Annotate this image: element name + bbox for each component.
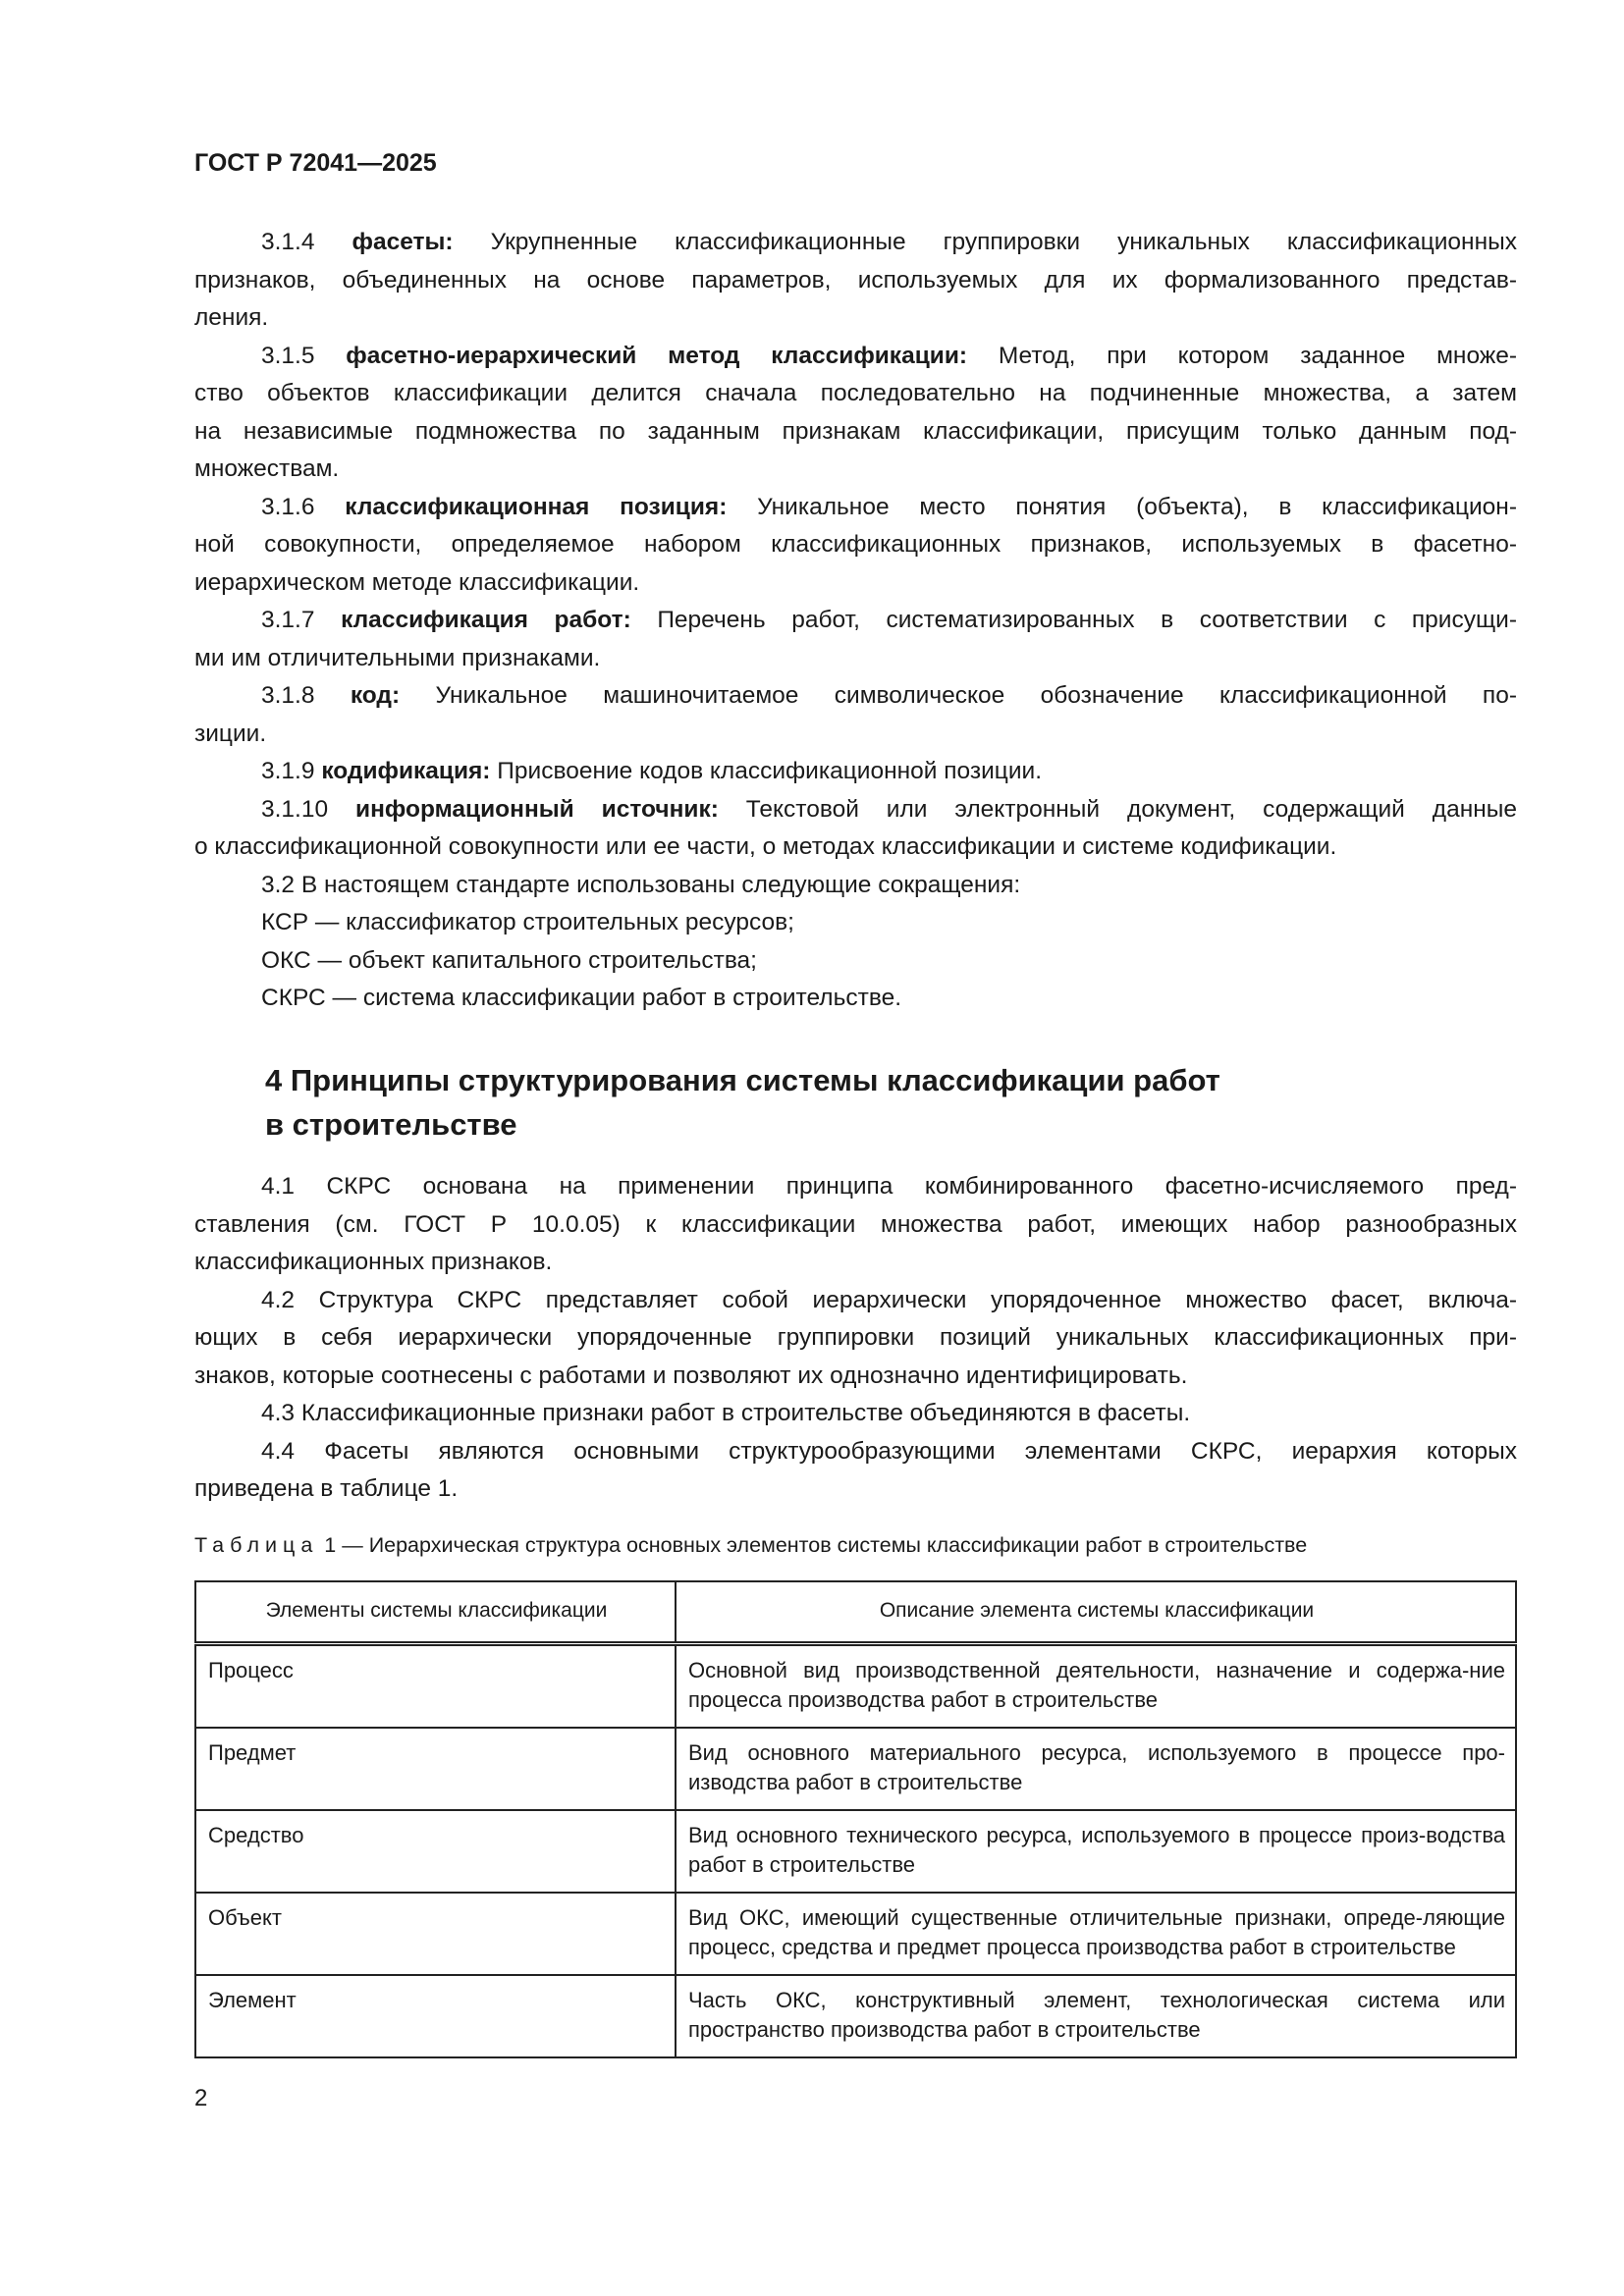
document-header: ГОСТ Р 72041—2025 [194,149,437,177]
element-description: Основной вид производственной деятельности, назначение и содержа-ние процесса производства работ в строительстве [676,1644,1516,1729]
element-name: Объект [195,1893,676,1975]
table-row [195,1810,1516,1893]
term-text: КСР — классификатор строительных ресурсов; [261,909,794,935]
term-text: Уникальное место понятия (объекта), в классификацион- [727,493,1517,520]
paragraph-first-line [194,602,1517,640]
section-3-terms [194,224,1517,1018]
paragraph-first-line [194,867,1517,905]
term-number: 3.1.6 [261,493,346,520]
term-text: 3.2 В настоящем стандарте использованы следующие сокращения: [261,871,1021,898]
section-4-body [194,1168,1517,1509]
paragraph-line: 4.2 Структура СКРС представляет собой иерархически упорядоченное множество фасет, включа- [261,1286,1517,1313]
paragraph-first-line [194,224,1517,262]
paragraph-first-line [194,904,1517,942]
paragraph-first-line [194,980,1517,1018]
paragraph-line: зиции. [194,720,267,747]
paragraph-line: о классификационной совокупности или ее части, о методах классификации и системе кодификации. [194,833,1337,860]
paragraph-line: ления. [194,304,269,331]
paragraph-first-line [194,489,1517,527]
page-number: 2 [194,2085,208,2111]
element-name: Предмет [195,1728,676,1810]
term-name: классификация работ: [341,607,631,633]
term-name: фасетно-иерархический метод классификации: [346,342,968,369]
term-text: Уникальное машиночитаемое символическое обозначение классификационной по- [400,682,1517,709]
hierarchy-table [194,1580,1517,2058]
term-name: код: [350,682,401,709]
term-number: 3.1.5 [261,342,347,369]
term-text: СКРС — система классификации работ в строительстве. [261,985,902,1011]
term-number: 3.1.7 [261,607,342,633]
paragraph-first-line [194,338,1517,376]
paragraph-line: знаков, которые соотнесены с работами и позволяют их однозначно идентифицировать. [194,1362,1188,1389]
term-text: Укрупненные классификационные группировки уникальных классификационных [453,229,1517,255]
table-caption [194,1533,1307,1558]
table-row [195,1728,1516,1810]
column-header: Описание элемента системы классификации [676,1581,1516,1644]
paragraph-line: ной совокупности, определяемое набором классификационных признаков, используемых в фасетно- [194,531,1517,558]
term-number: 3.1.8 [261,682,351,709]
paragraph-line: иерархическом методе классификации. [194,568,640,596]
paragraph-line: приведена в таблице 1. [194,1475,459,1502]
paragraph-line: ставления (см. ГОСТ Р 10.0.05) к классификации множества работ, имеющих набор разнообразных [194,1210,1517,1238]
paragraph-line: ми им отличительными признаками. [194,644,601,671]
term-number: 3.1.10 [261,795,356,823]
term-name: кодификация: [321,758,491,784]
heading-line: 4 Принципы структурирования системы классификации работ [265,1063,1220,1097]
paragraph-line: 4.1 СКРС основана на применении принципа комбинированного фасетно-исчисляемого пред- [261,1173,1517,1200]
section-4-heading [265,1058,1220,1147]
table-row [195,1644,1516,1729]
term-text: Перечень работ, систематизированных в соответствии с присущи- [630,607,1517,633]
element-name: Элемент [195,1975,676,2057]
table-caption-text: 1 — Иерархическая структура основных элементов системы классификации работ в строительстве [318,1533,1308,1557]
paragraph-first-line [194,677,1517,716]
element-description: Вид основного технического ресурса, используемого в процессе произ-водства работ в строительстве [676,1810,1516,1893]
term-text: Присвоение кодов классификационной позиции. [490,758,1043,784]
term-number: 3.1.4 [261,229,352,255]
term-text: ОКС — объект капитального строительства; [261,946,757,974]
term-text: Текстовой или электронный документ, содержащий данные [718,795,1517,823]
element-name: Средство [195,1810,676,1893]
paragraph-line: ющих в себя иерархически упорядоченные группировки позиций уникальных классификационных при- [194,1324,1517,1351]
element-name: Процесс [195,1644,676,1729]
element-description: Часть ОКС, конструктивный элемент, технологическая система или пространство производства работ в строительстве [676,1975,1516,2057]
paragraph-line: признаков, объединенных на основе параметров, используемых для их формализованного представ- [194,266,1517,294]
element-description: Вид ОКС, имеющий существенные отличительные признаки, опреде-ляющие процесс, средства и предмет процесса производства работ в строительстве [676,1893,1516,1975]
heading-line: в строительстве [265,1107,517,1142]
term-name: фасеты: [352,229,454,255]
column-header: Элементы системы классификации [195,1581,676,1644]
table-caption-label: Таблица [194,1533,319,1557]
term-name: информационный источник: [355,795,719,823]
table-row [195,1975,1516,2057]
paragraph-line: 4.3 Классификационные признаки работ в строительстве объединяются в фасеты. [261,1400,1191,1426]
table-row [195,1893,1516,1975]
paragraph-line: множествам. [194,455,340,482]
paragraph-first-line [194,753,1517,791]
term-text: Метод, при котором заданное множе- [967,342,1517,369]
paragraph-line: ство объектов классификации делится сначала последовательно на подчиненные множества, а затем [194,380,1517,406]
term-number: 3.1.9 [261,758,322,784]
paragraph-first-line [194,942,1517,981]
element-description: Вид основного материального ресурса, используемого в процессе про-изводства работ в строительстве [676,1728,1516,1810]
paragraph-first-line [194,791,1517,829]
paragraph-line: классификационных признаков. [194,1249,553,1275]
paragraph-line: на независимые подмножества по заданным признакам классификации, присущим только данным под- [194,417,1517,445]
table-header-row [195,1581,1516,1644]
paragraph-line: 4.4 Фасеты являются основными структурообразующими элементами СКРС, иерархия которых [261,1437,1517,1465]
term-name: классификационная позиция: [345,493,728,520]
